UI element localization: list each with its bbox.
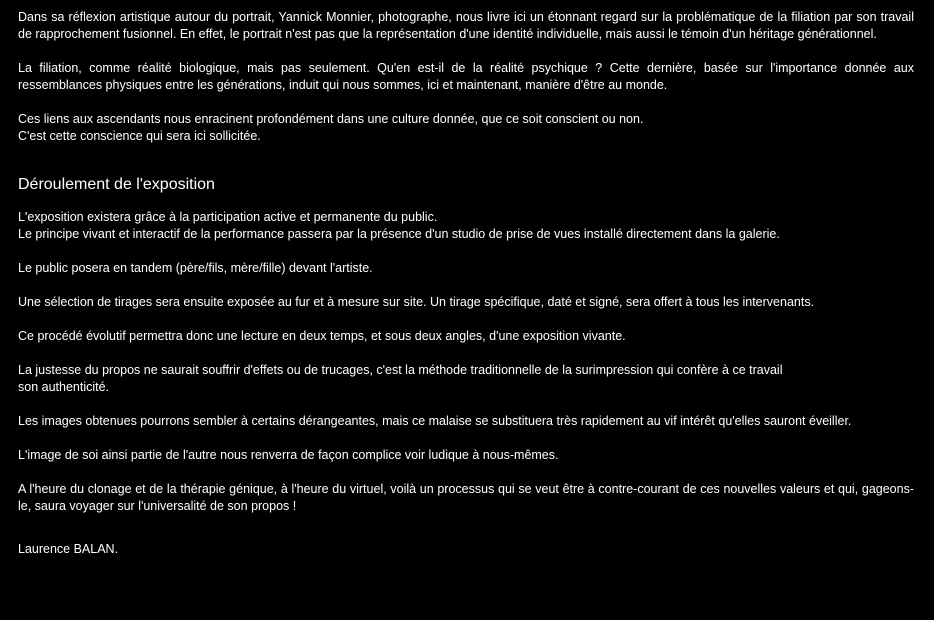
- spacer: [18, 345, 914, 362]
- spacer: [18, 145, 914, 171]
- intro-paragraph-3-line-2: C'est cette conscience qui sera ici sollicitée.: [18, 129, 261, 143]
- section-paragraph-3: Une sélection de tirages sera ensuite exposée au fur et à mesure sur site. Un tirage spécifique, daté et signé, sera offert à tous les intervenants.: [18, 295, 815, 309]
- spacer: [18, 396, 914, 413]
- spacer: [18, 277, 914, 294]
- section-paragraph-5-line-1: La justesse du propos ne saurait souffrir d'effets ou de trucages, c'est la méthode traditionnelle de la surimpression qui confère à ce travail: [18, 363, 783, 377]
- intro-paragraph-2: La filiation, comme réalité biologique, mais pas seulement. Qu'en est-il de la réalité psychique ? Cette dernière, basée sur l'importance donnée aux ressemblances physiques entre les générations, induit qui nous sommes, ici et maintenant, manière d'être au monde.: [18, 61, 914, 92]
- section-paragraph-4: Ce procédé évolutif permettra donc une lecture en deux temps, et sous deux angles, d'une exposition vivante.: [18, 329, 626, 343]
- section-paragraph-7: L'image de soi ainsi partie de l'autre nous renverra de façon complice voir ludique à nous-mêmes.: [18, 448, 559, 462]
- section-paragraph-5-line-2: son authenticité.: [18, 380, 110, 394]
- spacer: [18, 195, 914, 209]
- document-body: [18, 9, 914, 558]
- spacer: [18, 43, 914, 60]
- section-heading: Déroulement de l'exposition: [18, 176, 215, 193]
- intro-paragraph-1: Dans sa réflexion artistique autour du portrait, Yannick Monnier, photographe, nous livre ici un étonnant regard sur la problématique de la filiation par son travail de rapprochement fusionnel. En effet, le portrait n'est pas que la représentation d'une identité individuelle, mais aussi le témoin d'un héritage générationnel.: [18, 10, 914, 41]
- spacer: [18, 464, 914, 481]
- spacer: [18, 515, 914, 541]
- spacer: [18, 243, 914, 260]
- section-paragraph-6: Les images obtenues pourrons sembler à certains dérangeantes, mais ce malaise se substituera très rapidement au vif intérêt qu'elles sauront éveiller.: [18, 414, 852, 428]
- spacer: [18, 311, 914, 328]
- author-signature: Laurence BALAN.: [18, 542, 119, 556]
- spacer: [18, 430, 914, 447]
- section-paragraph-2: Le public posera en tandem (père/fils, mère/fille) devant l'artiste.: [18, 261, 373, 275]
- intro-paragraph-3-line-1: Ces liens aux ascendants nous enracinent profondément dans une culture donnée, que ce soit conscient ou non.: [18, 112, 644, 126]
- section-paragraph-1-line-1: L'exposition existera grâce à la participation active et permanente du public.: [18, 210, 438, 224]
- section-paragraph-8: A l'heure du clonage et de la thérapie génique, à l'heure du virtuel, voilà un processus qui se veut être à contre-courant de ces nouvelles valeurs et qui, gageons-le, saura voyager sur l'universalité de son propos !: [18, 482, 914, 513]
- section-paragraph-1-line-2: Le principe vivant et interactif de la performance passera par la présence d'un studio de prise de vues installé directement dans la galerie.: [18, 227, 780, 241]
- spacer: [18, 94, 914, 111]
